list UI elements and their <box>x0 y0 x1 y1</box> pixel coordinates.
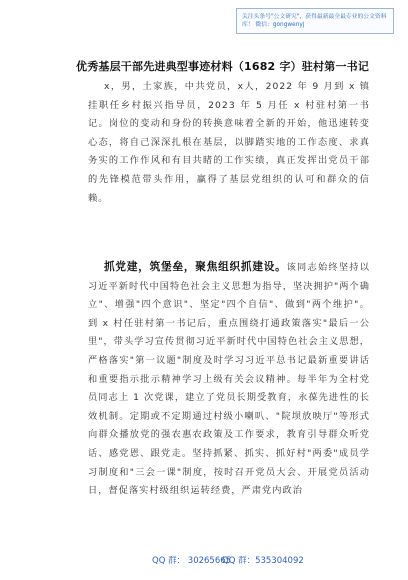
header-banner <box>236 8 394 34</box>
paragraph-1: x，男，土家族，中共党员，x人，2022 年 9 月到 x 镇挂职任乡村振兴指导员，2023 年 5 月任 x 村驻村第一书记。岗位的变动和身份的转换意味着全新的开始，他迅速转变心态，将自己深深扎根在基层，以脚踏实地的工作态度、求真务实的工作作风和有目共睹的工作实绩，真正发挥出党员干部的先锋模范带头作用，赢得了基层党组织的认可和群众的信赖。 <box>88 81 370 204</box>
paragraph-2-body: 该同志始终坚持以习近平新时代中国特色社会主义思想为指导，坚决拥护"两个确立"、增强"四个意识"、坚定"四个自信"、做到"两个维护"。到 x 村任驻村第一书记后，重点围绕打通政策落实"最后一公里"，带头学习宣传贯彻习近平新时代中国特色社会主义思想，严格落实"第一议题"制度及时学习习近平总书记最新重要讲话和重要指示批示精神学习上级有关会议精神。每半年为全村党员同志上 1 次党课，建立了党员长期受教育，永葆先进性的长效机制。定期或不定期通过村级小喇叭、"院坝放映厅"等形式向群众播放党的强农惠农政策及工作要求，教育引导群众听党话、感党恩、跟党走。坚持抓紧、抓实、抓好村"两委"成员学习制度和"三会一课"制度，按时召开党员大会、开展党员活动日，督促落实村级组织运转经费，严肃党内政治 <box>88 262 370 497</box>
paragraph-2-lead: 抓党建，筑堡垒，聚焦组织抓建设。 <box>104 261 287 273</box>
document-title: 优秀基层干部先进典型事迹材料（1682 字）驻村第一书记 <box>76 60 370 73</box>
footer-qq-group-2: QQ 群：535304092 <box>222 556 304 566</box>
footer <box>0 554 408 574</box>
banner-text: 关注头条号"公文研究"，获得最新最全最专业的公文资料库！ 微信：gongwenyj <box>242 14 387 28</box>
footer-qq-group-1: QQ 群： 30265665 <box>152 556 232 566</box>
paragraph-2 <box>88 258 370 560</box>
